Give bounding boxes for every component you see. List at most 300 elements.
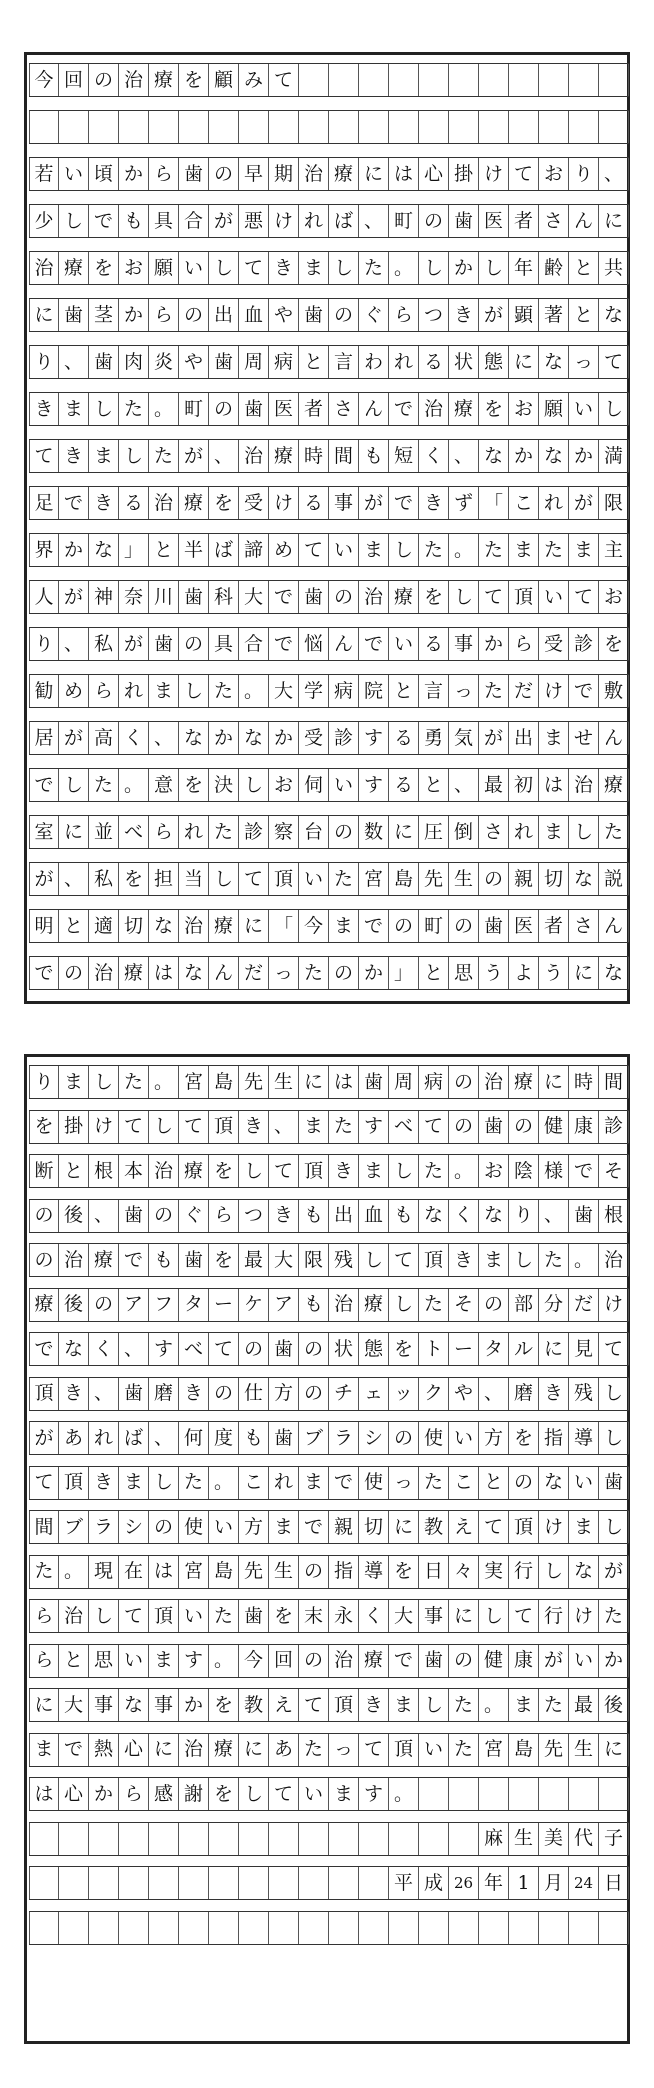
grid-cell: 子 — [599, 1823, 629, 1855]
grid-cell: ら — [149, 299, 179, 331]
grid-cell: な — [539, 440, 569, 472]
grid-cell: ん — [599, 722, 629, 754]
grid-cell: 、 — [449, 440, 479, 472]
grid-cell: 導 — [569, 1422, 599, 1454]
grid-cell: ま — [569, 1511, 599, 1543]
grid-cell: 状 — [449, 346, 479, 378]
grid-cell: っ — [389, 1467, 419, 1499]
grid-cell: 1 — [509, 1867, 539, 1899]
grid-cell: 療 — [599, 769, 629, 801]
grid-cell: い — [449, 1422, 479, 1454]
grid-cell: や — [269, 299, 299, 331]
manuscript-row — [29, 1688, 629, 1722]
grid-cell: 周 — [239, 346, 269, 378]
grid-cell: ま — [329, 910, 359, 942]
grid-cell: 出 — [329, 1200, 359, 1232]
grid-cell: か — [119, 158, 149, 190]
grid-cell: 歯 — [239, 1600, 269, 1632]
grid-cell: 大 — [59, 1689, 89, 1721]
grid-cell — [59, 111, 89, 143]
grid-cell: ッ — [389, 1378, 419, 1410]
grid-cell: し — [59, 769, 89, 801]
grid-cell: な — [239, 722, 269, 754]
grid-cell: 治 — [329, 1289, 359, 1321]
grid-cell — [359, 1912, 389, 1944]
grid-cell: た — [479, 534, 509, 566]
grid-cell — [329, 64, 359, 96]
grid-cell: 医 — [479, 205, 509, 237]
grid-cell: く — [449, 1200, 479, 1232]
grid-cell: ら — [149, 158, 179, 190]
manuscript-row — [29, 1288, 629, 1322]
grid-cell: し — [419, 1689, 449, 1721]
grid-cell — [59, 1867, 89, 1899]
grid-cell: 事 — [419, 1600, 449, 1632]
grid-cell: て — [479, 581, 509, 613]
grid-cell: に — [29, 1689, 59, 1721]
grid-cell: 界 — [29, 534, 59, 566]
grid-cell: 方 — [269, 1378, 299, 1410]
grid-cell: で — [59, 487, 89, 519]
grid-cell: 町 — [389, 205, 419, 237]
grid-cell: 歯 — [269, 1333, 299, 1365]
grid-cell: 血 — [359, 1200, 389, 1232]
grid-cell: い — [119, 1645, 149, 1677]
grid-cell: 療 — [269, 440, 299, 472]
grid-cell: た — [449, 1734, 479, 1766]
grid-cell: ら — [149, 816, 179, 848]
grid-cell: 歯 — [419, 1645, 449, 1677]
grid-cell: 態 — [479, 346, 509, 378]
grid-cell: お — [119, 252, 149, 284]
grid-cell: ー — [449, 1333, 479, 1365]
grid-cell: た — [599, 1600, 629, 1632]
grid-cell: で — [59, 1734, 89, 1766]
manuscript-row — [29, 1065, 629, 1099]
grid-cell — [599, 1912, 629, 1944]
grid-cell: き — [29, 393, 59, 425]
grid-cell: 室 — [29, 816, 59, 848]
grid-cell: 々 — [449, 1556, 479, 1588]
grid-cell: 後 — [59, 1289, 89, 1321]
grid-cell — [479, 111, 509, 143]
grid-cell: 、 — [479, 1378, 509, 1410]
grid-cell: る — [419, 628, 449, 660]
grid-cell: た — [539, 1689, 569, 1721]
grid-cell: 生 — [569, 1734, 599, 1766]
grid-cell: し — [59, 205, 89, 237]
grid-cell: き — [179, 1378, 209, 1410]
manuscript-row — [29, 1154, 629, 1188]
grid-cell: き — [59, 1378, 89, 1410]
grid-cell: し — [179, 675, 209, 707]
grid-cell: 切 — [119, 910, 149, 942]
grid-cell: ま — [479, 1244, 509, 1276]
grid-cell: ば — [329, 205, 359, 237]
grid-cell: な — [89, 534, 119, 566]
grid-cell: 出 — [509, 722, 539, 754]
grid-cell: 回 — [59, 64, 89, 96]
grid-cell: 」 — [119, 534, 149, 566]
grid-cell: 時 — [569, 1066, 599, 1098]
grid-cell: 受 — [539, 628, 569, 660]
grid-cell: 何 — [179, 1422, 209, 1454]
grid-cell: 先 — [239, 1556, 269, 1588]
grid-cell: を — [119, 863, 149, 895]
grid-cell — [449, 1778, 479, 1810]
grid-cell: な — [569, 863, 599, 895]
grid-cell — [149, 1912, 179, 1944]
grid-cell: 齢 — [539, 252, 569, 284]
manuscript-row — [29, 1199, 629, 1233]
grid-cell — [389, 111, 419, 143]
grid-cell: を — [389, 1333, 419, 1365]
grid-cell: を — [389, 1556, 419, 1588]
grid-cell: ケ — [239, 1289, 269, 1321]
grid-cell: ー — [209, 1289, 239, 1321]
grid-cell: な — [599, 957, 629, 989]
grid-cell: 大 — [269, 1244, 299, 1276]
grid-cell: 数 — [359, 816, 389, 848]
grid-cell — [89, 111, 119, 143]
grid-cell: い — [569, 1645, 599, 1677]
grid-cell: め — [269, 534, 299, 566]
manuscript-row — [29, 439, 629, 473]
grid-cell: き — [89, 1467, 119, 1499]
grid-cell: 出 — [209, 299, 239, 331]
grid-cell: に — [149, 1734, 179, 1766]
grid-cell — [119, 1912, 149, 1944]
grid-cell: ん — [359, 393, 389, 425]
grid-cell: の — [329, 816, 359, 848]
grid-cell: 治 — [149, 487, 179, 519]
grid-cell: て — [569, 581, 599, 613]
grid-cell: ア — [269, 1289, 299, 1321]
grid-cell: と — [419, 769, 449, 801]
manuscript-row — [29, 157, 629, 191]
grid-cell: 療 — [179, 487, 209, 519]
grid-cell — [569, 1778, 599, 1810]
grid-cell: 、 — [119, 1333, 149, 1365]
grid-cell: て — [419, 1111, 449, 1143]
grid-cell: 。 — [449, 534, 479, 566]
grid-cell: 療 — [209, 910, 239, 942]
grid-cell: え — [449, 1511, 479, 1543]
grid-cell: を — [209, 1244, 239, 1276]
grid-cell: て — [239, 863, 269, 895]
grid-cell: 歯 — [299, 299, 329, 331]
grid-cell: シ — [119, 1511, 149, 1543]
grid-cell: 療 — [149, 64, 179, 96]
grid-cell: 歯 — [149, 628, 179, 660]
grid-cell — [59, 1823, 89, 1855]
grid-cell: 治 — [59, 1600, 89, 1632]
grid-cell: 今 — [29, 64, 59, 96]
manuscript-row — [29, 580, 629, 614]
grid-cell: れ — [119, 675, 149, 707]
grid-cell: ま — [149, 675, 179, 707]
grid-cell — [149, 111, 179, 143]
grid-cell: 療 — [509, 1066, 539, 1098]
grid-cell: お — [479, 1155, 509, 1187]
grid-cell: た — [209, 816, 239, 848]
grid-cell: な — [419, 1200, 449, 1232]
grid-cell: 療 — [359, 1289, 389, 1321]
grid-cell: 。 — [209, 1467, 239, 1499]
grid-cell: 並 — [89, 816, 119, 848]
grid-cell — [299, 64, 329, 96]
grid-cell: が — [599, 1556, 629, 1588]
grid-cell: 勧 — [29, 675, 59, 707]
grid-cell: も — [299, 1200, 329, 1232]
grid-cell: で — [29, 1333, 59, 1365]
grid-cell: 後 — [599, 1689, 629, 1721]
grid-cell: 私 — [89, 863, 119, 895]
grid-cell: 先 — [539, 1734, 569, 1766]
grid-cell — [569, 1912, 599, 1944]
grid-cell — [539, 1912, 569, 1944]
grid-cell: み — [239, 64, 269, 96]
grid-cell: 切 — [539, 863, 569, 895]
manuscript-row — [29, 768, 629, 802]
grid-cell: と — [479, 1467, 509, 1499]
grid-cell: な — [539, 1467, 569, 1499]
grid-cell: 今 — [239, 1645, 269, 1677]
grid-cell — [359, 111, 389, 143]
grid-cell: 生 — [269, 1556, 299, 1588]
grid-cell: た — [89, 769, 119, 801]
manuscript-row — [29, 1510, 629, 1544]
grid-cell — [389, 64, 419, 96]
manuscript-row — [29, 1332, 629, 1366]
grid-cell: ブ — [59, 1511, 89, 1543]
grid-cell — [419, 1823, 449, 1855]
grid-cell: で — [389, 393, 419, 425]
grid-cell — [509, 111, 539, 143]
grid-cell: 指 — [329, 1556, 359, 1588]
grid-cell: 悩 — [299, 628, 329, 660]
grid-cell: 伺 — [299, 769, 329, 801]
grid-cell: 顧 — [209, 64, 239, 96]
grid-cell: る — [389, 722, 419, 754]
grid-cell: 島 — [209, 1066, 239, 1098]
grid-cell: 今 — [299, 910, 329, 942]
grid-cell — [119, 111, 149, 143]
grid-cell — [539, 64, 569, 96]
grid-cell: 指 — [539, 1422, 569, 1454]
grid-cell: か — [89, 1778, 119, 1810]
grid-cell: 初 — [509, 769, 539, 801]
grid-cell: き — [539, 1378, 569, 1410]
grid-cell: き — [329, 1155, 359, 1187]
grid-cell: の — [479, 1289, 509, 1321]
grid-cell: こ — [449, 1467, 479, 1499]
grid-cell: の — [299, 1645, 329, 1677]
grid-cell: て — [29, 440, 59, 472]
grid-cell: き — [59, 440, 89, 472]
grid-cell: く — [89, 1333, 119, 1365]
grid-cell: け — [89, 1111, 119, 1143]
grid-cell: 療 — [179, 1155, 209, 1187]
grid-cell: チ — [329, 1378, 359, 1410]
grid-cell: た — [359, 252, 389, 284]
grid-cell — [509, 64, 539, 96]
grid-cell: き — [419, 487, 449, 519]
grid-cell — [599, 111, 629, 143]
grid-cell: 本 — [119, 1155, 149, 1187]
grid-cell: 顕 — [509, 299, 539, 331]
grid-cell: す — [359, 722, 389, 754]
grid-cell: け — [479, 158, 509, 190]
grid-cell: 年 — [509, 252, 539, 284]
grid-cell: で — [269, 628, 299, 660]
grid-cell: 、 — [149, 1422, 179, 1454]
grid-cell: な — [179, 722, 209, 754]
grid-cell — [329, 1867, 359, 1899]
grid-cell: ア — [119, 1289, 149, 1321]
manuscript-row — [29, 674, 629, 708]
grid-cell: い — [329, 534, 359, 566]
grid-cell: の — [329, 957, 359, 989]
grid-cell: 治 — [599, 1244, 629, 1276]
grid-cell: 諦 — [239, 534, 269, 566]
grid-cell — [179, 111, 209, 143]
grid-cell: の — [209, 1378, 239, 1410]
grid-cell: て — [479, 1511, 509, 1543]
grid-cell — [269, 1823, 299, 1855]
grid-cell: 治 — [179, 1734, 209, 1766]
grid-cell: ラ — [329, 1422, 359, 1454]
grid-cell: 実 — [479, 1556, 509, 1588]
grid-cell: け — [569, 1600, 599, 1632]
grid-cell: が — [179, 440, 209, 472]
grid-cell: 医 — [509, 910, 539, 942]
grid-cell: シ — [359, 1422, 389, 1454]
grid-cell: 学 — [299, 675, 329, 707]
grid-cell: た — [419, 1289, 449, 1321]
grid-cell: ん — [209, 957, 239, 989]
grid-cell: の — [209, 158, 239, 190]
grid-cell — [209, 111, 239, 143]
grid-cell: け — [539, 675, 569, 707]
grid-cell: ば — [119, 1422, 149, 1454]
grid-cell: し — [359, 1244, 389, 1276]
grid-cell: ば — [209, 534, 239, 566]
grid-cell: お — [599, 581, 629, 613]
grid-cell: 頂 — [329, 1689, 359, 1721]
grid-cell — [359, 1823, 389, 1855]
grid-cell: 熱 — [89, 1734, 119, 1766]
grid-cell: こ — [509, 487, 539, 519]
grid-cell: で — [569, 1155, 599, 1187]
grid-cell: 合 — [179, 205, 209, 237]
grid-cell: 頂 — [389, 1734, 419, 1766]
grid-cell: な — [149, 910, 179, 942]
grid-cell: で — [389, 487, 419, 519]
grid-cell: 陰 — [509, 1155, 539, 1187]
grid-cell: 事 — [329, 487, 359, 519]
grid-cell: う — [479, 957, 509, 989]
grid-cell: 願 — [539, 393, 569, 425]
grid-cell: 歯 — [209, 346, 239, 378]
grid-cell: に — [509, 346, 539, 378]
grid-cell — [29, 111, 59, 143]
grid-cell: 明 — [29, 910, 59, 942]
grid-cell — [29, 1823, 59, 1855]
grid-cell: い — [329, 769, 359, 801]
grid-cell: 者 — [509, 205, 539, 237]
grid-cell: 宮 — [479, 1734, 509, 1766]
grid-cell: て — [359, 1734, 389, 1766]
grid-cell: 具 — [209, 628, 239, 660]
grid-cell: の — [509, 1467, 539, 1499]
grid-cell: 。 — [119, 769, 149, 801]
grid-cell: っ — [329, 1734, 359, 1766]
grid-cell — [209, 1912, 239, 1944]
grid-cell: 倒 — [449, 816, 479, 848]
grid-cell: く — [419, 440, 449, 472]
grid-cell: 治 — [149, 1155, 179, 1187]
grid-cell: し — [149, 1467, 179, 1499]
grid-cell: 、 — [209, 440, 239, 472]
grid-cell — [269, 1867, 299, 1899]
grid-cell: 使 — [419, 1422, 449, 1454]
grid-cell: も — [299, 1289, 329, 1321]
grid-cell: ル — [509, 1333, 539, 1365]
grid-cell: か — [179, 1689, 209, 1721]
grid-cell: を — [479, 393, 509, 425]
grid-cell: う — [539, 957, 569, 989]
grid-cell: な — [479, 1200, 509, 1232]
grid-cell — [329, 1912, 359, 1944]
grid-cell: ら — [29, 1600, 59, 1632]
grid-cell: 限 — [599, 487, 629, 519]
grid-cell: の — [329, 299, 359, 331]
grid-cell: か — [59, 534, 89, 566]
grid-cell: っ — [449, 675, 479, 707]
manuscript-row — [29, 1599, 629, 1633]
grid-cell: き — [359, 1689, 389, 1721]
grid-cell: 炎 — [149, 346, 179, 378]
grid-cell: 治 — [569, 769, 599, 801]
grid-cell: 半 — [179, 534, 209, 566]
grid-cell: き — [239, 1111, 269, 1143]
grid-cell: の — [449, 1111, 479, 1143]
grid-cell: 残 — [569, 1378, 599, 1410]
manuscript-row — [29, 1243, 629, 1277]
grid-cell: ら — [119, 1778, 149, 1810]
grid-cell: の — [149, 1511, 179, 1543]
grid-cell — [449, 1823, 479, 1855]
grid-cell: し — [599, 393, 629, 425]
grid-cell: と — [59, 1155, 89, 1187]
grid-cell: し — [89, 1600, 119, 1632]
grid-cell: 使 — [359, 1467, 389, 1499]
grid-cell — [29, 1867, 59, 1899]
grid-cell: 思 — [89, 1645, 119, 1677]
grid-cell: な — [599, 299, 629, 331]
manuscript-row — [29, 251, 629, 285]
grid-cell: と — [569, 252, 599, 284]
grid-cell: 共 — [599, 252, 629, 284]
grid-cell: が — [479, 722, 509, 754]
grid-cell: ら — [389, 299, 419, 331]
grid-cell: 悪 — [239, 205, 269, 237]
grid-cell: で — [329, 1467, 359, 1499]
manuscript-row — [29, 486, 629, 520]
grid-cell: 、 — [89, 1378, 119, 1410]
grid-cell — [29, 1912, 59, 1944]
